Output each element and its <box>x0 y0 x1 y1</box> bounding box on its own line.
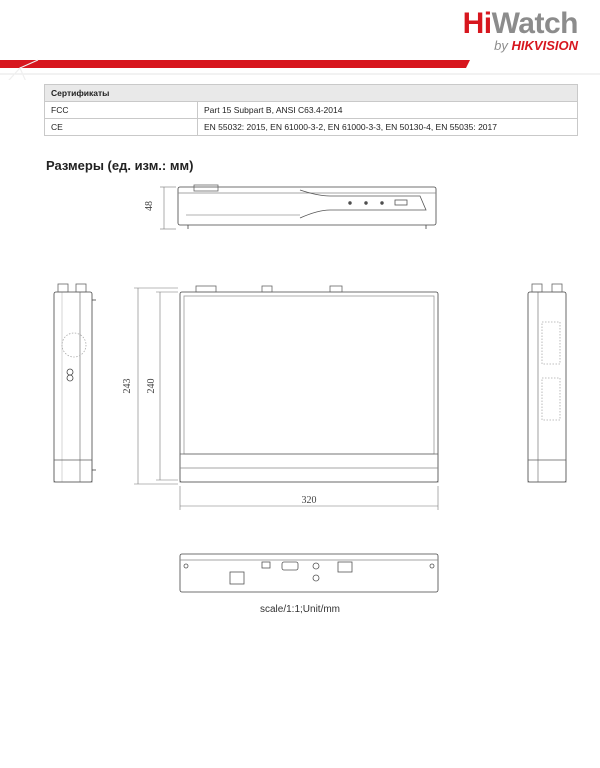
cert-value: EN 55032: 2015, EN 61000-3-2, EN 61000-3-3, EN 50130-4, EN 55035: 2017 <box>198 119 578 136</box>
logo-hi: Hi <box>462 7 492 40</box>
logo-hikvision: HIKVISION <box>511 38 578 53</box>
height-dimension-label: 48 <box>144 201 155 211</box>
cert-value: Part 15 Subpart B, ANSI C63.4-2014 <box>198 102 578 119</box>
left-side-view <box>54 284 96 482</box>
logo-watch: Watch <box>491 7 578 40</box>
cert-name: CE <box>45 119 198 136</box>
front-view <box>144 185 436 229</box>
logo-by: by <box>494 38 508 53</box>
width-dimension-label: 320 <box>301 495 317 506</box>
depth-outer-label: 243 <box>122 378 133 394</box>
top-view <box>122 286 438 510</box>
scale-note: scale/1:1;Unit/mm <box>259 604 341 615</box>
right-side-view <box>528 284 566 482</box>
certificates-title: Сертификаты <box>45 85 578 102</box>
depth-inner-label: 240 <box>146 378 157 394</box>
rear-view <box>180 554 438 592</box>
cert-name: FCC <box>45 102 198 119</box>
dimensions-title: Размеры (ед. изм.: мм) <box>46 158 194 173</box>
